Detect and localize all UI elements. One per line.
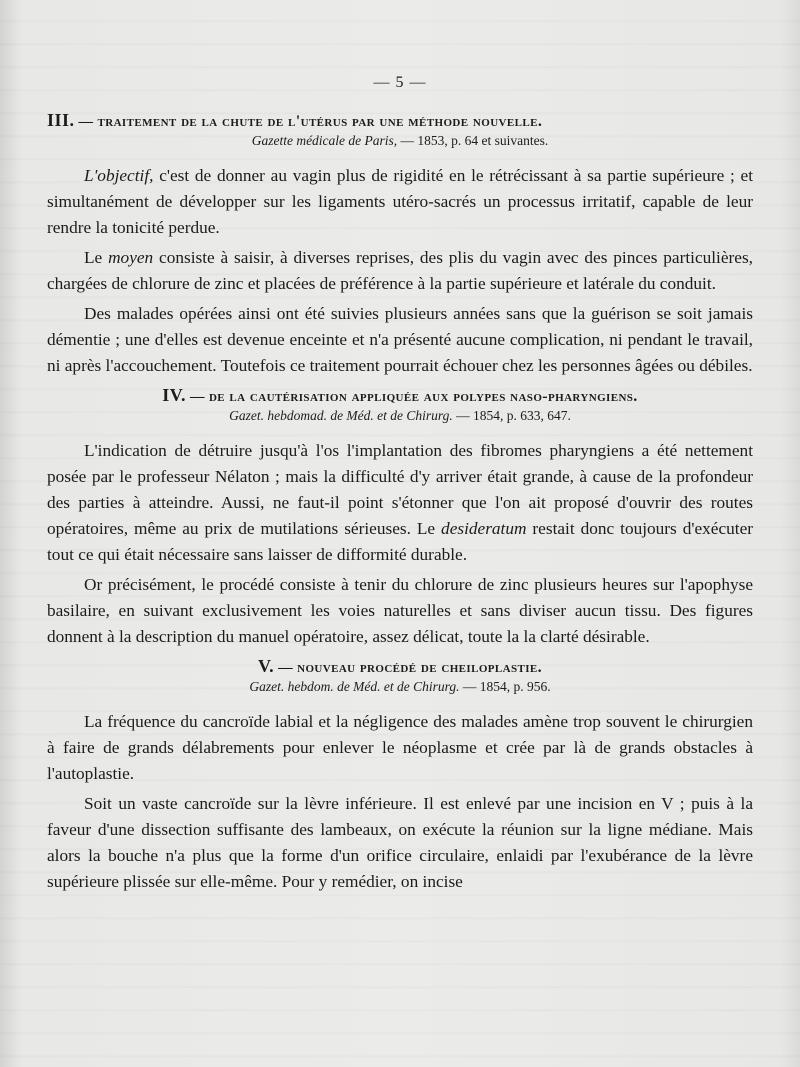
section-v: [47, 656, 753, 895]
paragraph-text: Or précisément, le procédé consiste à tenir du chlorure de zinc plusieurs heures sur l'apophyse basilaire, en suivant exclusivement les voies naturelles et sans diviser aucun tissu. Des figures donnent à la description du manuel opératoire, assez délicat, toute la la clarté désirable.: [47, 575, 753, 646]
section-numeral: V.: [257, 656, 275, 676]
section-iv: [47, 385, 753, 650]
paragraph: [47, 709, 753, 787]
italic-term: L'objectif,: [84, 166, 154, 185]
section-dash: —: [190, 389, 205, 405]
citation-details: — 1854, p. 633, 647.: [456, 408, 571, 423]
section-dash: —: [278, 660, 294, 676]
section-numeral: IV.: [162, 385, 186, 405]
page-number: — 5 —: [373, 74, 427, 91]
section-numeral: III.: [47, 110, 75, 130]
paragraph-text: consiste à saisir, à diverses reprises, des plis du vagin avec des pinces particulières, chargées de chlorure de zinc et placées de préférence à la partie supérieure et latérale du conduit.: [47, 248, 753, 293]
paragraph: [47, 301, 753, 379]
citation-journal: Gazette médicale de Paris,: [251, 133, 398, 148]
section-title: nouveau procédé de cheiloplastie.: [297, 659, 543, 676]
paragraph-text: restait donc toujours d'exécuter tout ce qui était nécessaire sans laisser de difformité durable.: [47, 519, 753, 564]
paragraph: [47, 438, 753, 568]
paragraph: [47, 163, 753, 241]
paragraph-text: Des malades opérées ainsi ont été suivies plusieurs années sans que la guérison se soit jamais démentie ; une d'elles est devenue enceinte et n'a présenté aucune complication, ni pendant le travail, ni après l'accouchement. Toutefois ce traitement pourrait échouer chez les personnes âgées ou débiles.: [47, 304, 753, 375]
section-citation: [47, 679, 753, 695]
page-content: [47, 110, 753, 895]
paragraph: [47, 572, 753, 650]
paragraph-text: La fréquence du cancroïde labial et la négligence des malades amène trop souvent le chirurgien à faire de grands délabrements pour enlever le néoplasme et crée par là de grands obstacles à l'autoplastie.: [47, 712, 753, 783]
citation-journal: Gazet. hebdom. de Méd. et de Chirurg.: [249, 679, 460, 694]
paragraph-lead: Le: [84, 248, 109, 267]
paragraph-text: Soit un vaste cancroïde sur la lèvre inférieure. Il est enlevé par une incision en V ; puis à la faveur d'une dissection suffisante des lambeaux, on exécute la réunion sur la ligne médiane. Mais alors la bouche n'a plus que la forme d'un orifice circulaire, enlaidi par l'exubérance de la lèvre supérieure plissée sur elle-même. Pour y remédier, on incise: [47, 794, 753, 891]
section-heading: [47, 110, 753, 131]
section-heading: [47, 385, 753, 406]
section-title: traitement de la chute de l'utérus par une méthode nouvelle.: [97, 113, 543, 130]
paragraph-text: c'est de donner au vagin plus de rigidité en le rétrécissant à sa partie supérieure ; et simultanément de développer sur les ligaments utéro-sacrés un processus irritatif, capable de leur rendre la tonicité perdue.: [47, 166, 753, 237]
section-heading: [47, 656, 753, 677]
italic-term: moyen: [108, 248, 154, 267]
citation-details: — 1853, p. 64 et suivantes.: [400, 133, 549, 148]
paragraph: [47, 791, 753, 895]
paragraph-text: L'indication de détruire jusqu'à l'os l'implantation des fibromes pharyngiens a été nettement posée par le professeur Nélaton ; mais la difficulté d'y arriver était grande, à cause de la profondeur des parties à atteindre. Aussi, ne faut-il point s'étonner que l'on ait proposé d'ouvrir des routes opératoires, même au prix de mutilations sérieuses. Le: [47, 441, 753, 538]
section-dash: —: [78, 114, 94, 130]
section-title: de la cautérisation appliquée aux polypes naso-pharyngiens.: [208, 388, 638, 405]
section-citation: [47, 133, 753, 149]
paragraph: [47, 245, 753, 297]
section-citation: [47, 408, 753, 424]
italic-term: desideratum: [441, 519, 527, 538]
citation-details: — 1854, p. 956.: [462, 679, 551, 694]
section-iii: [47, 110, 753, 379]
citation-journal: Gazet. hebdomad. de Méd. et de Chirurg.: [229, 408, 453, 423]
